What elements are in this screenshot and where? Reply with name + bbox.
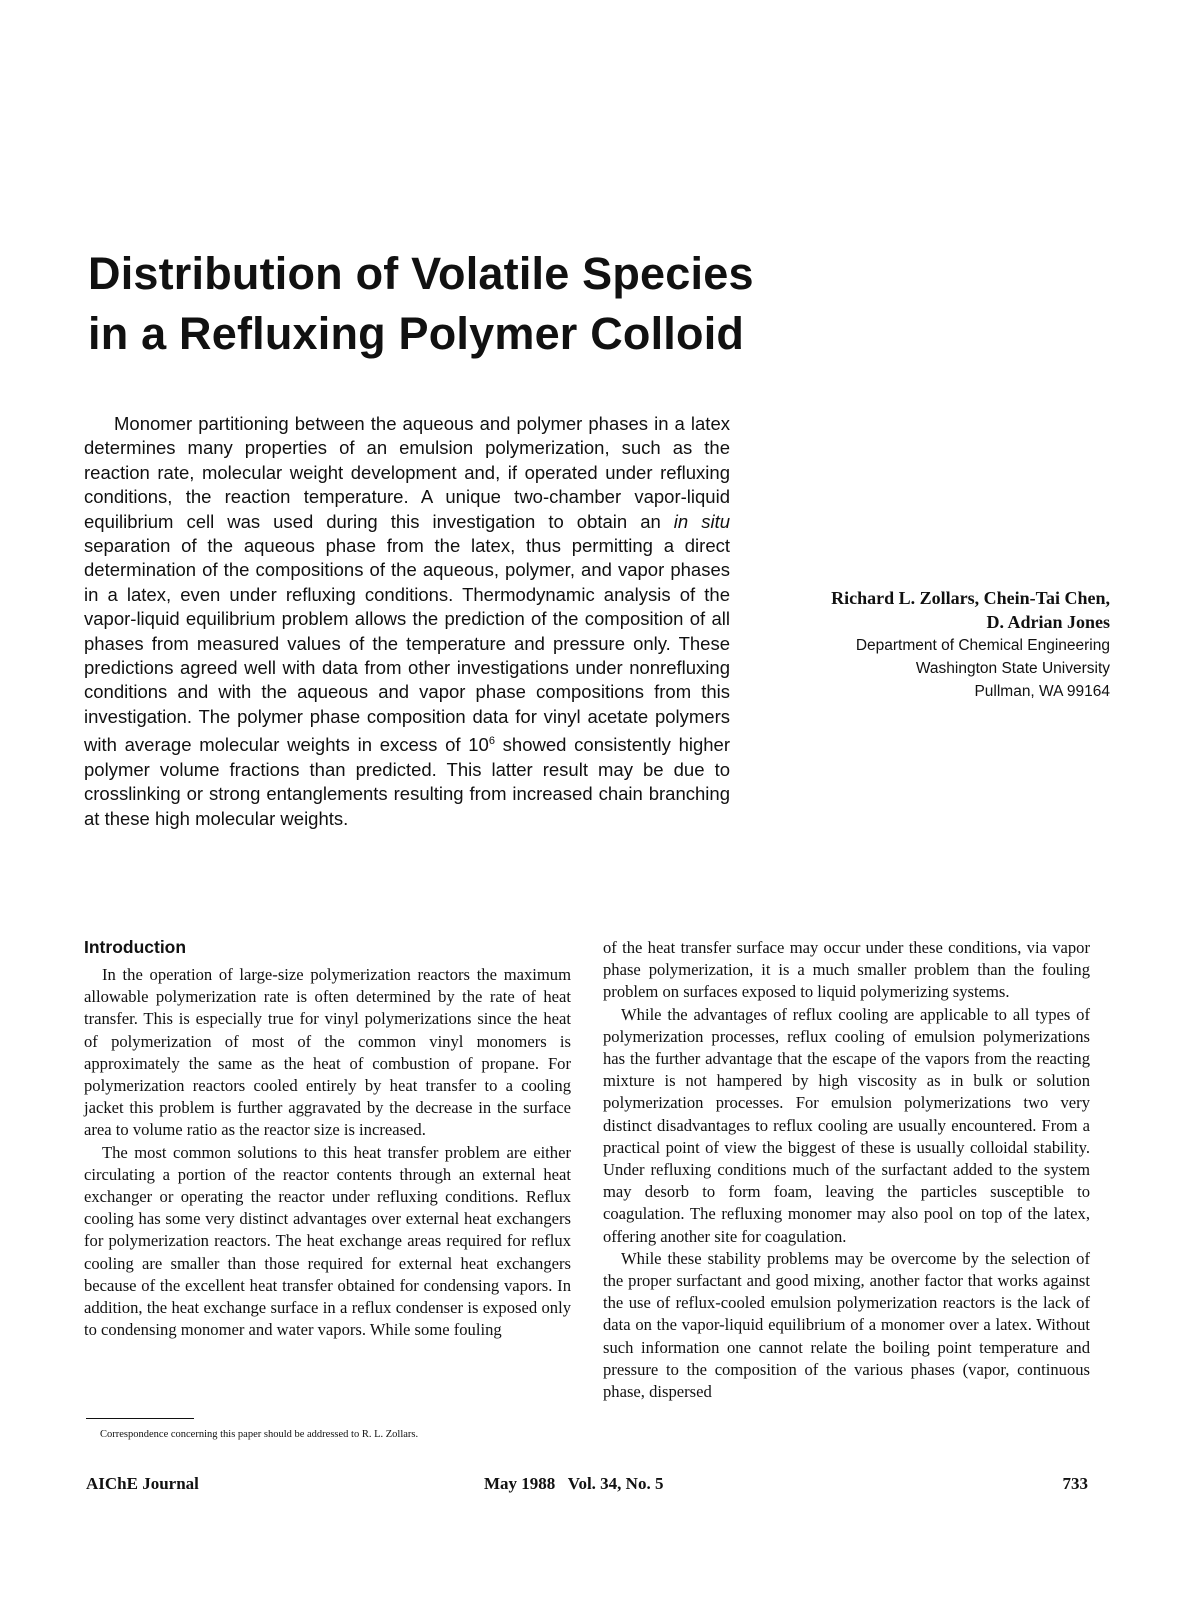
abstract-superscript: 6: [488, 735, 495, 748]
abstract-text-1: Monomer partitioning between the aqueous and polymer phases in a latex determines many properties of an emulsion polymerization, such as the reaction rate, molecular weight development and, if operated under refluxing conditions, the reaction temperature. A unique two-chamber vapor-liquid equilibrium cell was used during this investigation to obtain an: [84, 413, 730, 532]
author-names-2: D. Adrian Jones: [986, 612, 1110, 632]
footer-issue: May 1988 Vol. 34, No. 5: [484, 1474, 664, 1493]
abstract: [84, 412, 730, 831]
intro-paragraph-2: The most common solutions to this heat transfer problem are either circulating a portion of the reactor contents through an external heat exchanger or operating the reactor under refluxing conditions. Reflux cooling has some very distinct advantages over external heat exchangers for polymerization reactors. The heat exchange areas required for reflux cooling are smaller than those required for external heat exchangers because of the excellent heat transfer obtained for condensing vapors. In addition, the heat exchange surface in a reflux condenser is exposed only to condensing monomer and water vapors. While some fouling: [84, 1142, 571, 1340]
author-university: Washington State University: [915, 660, 1110, 677]
left-column: [84, 936, 571, 1341]
author-city: Pullman, WA 99164: [974, 683, 1110, 700]
footer-page-number: 733: [1062, 1474, 1088, 1493]
right-paragraph-3: While these stability problems may be overcome by the selection of the proper surfactant and good mixing, another factor that works against the use of reflux-cooled emulsion polymerization reactors is the lack of data on the vapor-liquid equilibrium of a monomer over a latex. Without such information one cannot relate the boiling point temperature and pressure to the composition of the various phases (vapor, continuous phase, dispersed: [603, 1248, 1090, 1402]
abstract-text-2: separation of the aqueous phase from the latex, thus permitting a direct determination of the compositions of the aqueous, polymer, and vapor phases in a latex, even under refluxing conditions. Thermodynamic analysis of the vapor-liquid equilibrium problem allows the prediction of the composition of all phases from measured values of the temperature and pressure only. These predictions agreed well with data from other investigations under nonrefluxing conditions and with the aqueous and vapor phase compositions from this investigation. The polymer phase composition data for vinyl acetate polymers with average molecular weights in excess of 10: [84, 535, 730, 756]
paper-title: [88, 244, 848, 364]
intro-paragraph-1: In the operation of large-size polymerization reactors the maximum allowable polymerization rate is often determined by the rate of heat transfer. This is especially true for vinyl polymerizations since the heat of polymerization of most of the common vinyl monomers is approximately the same as the heat of combustion of propane. For polymerization reactors cooled entirely by heat transfer to a cooling jacket this problem is further aggravated by the decrease in the surface area to volume ratio as the reactor size is increased.: [84, 965, 571, 1140]
author-block: [750, 586, 1110, 703]
author-names-1: Richard L. Zollars, Chein-Tai Chen,: [831, 588, 1110, 608]
right-column: [603, 937, 1090, 1403]
title-line-2: in a Refluxing Polymer Colloid: [88, 308, 745, 359]
author-department: Department of Chemical Engineering: [855, 637, 1110, 654]
right-paragraph-1: of the heat transfer surface may occur under these conditions, via vapor phase polymerization, it is a much smaller problem than the fouling problem on surfaces exposed to liquid polymerizing systems.: [603, 938, 1090, 1002]
footer-journal: AIChE Journal: [86, 1474, 199, 1493]
introduction-heading: Introduction: [84, 937, 187, 957]
abstract-text-3: showed consistently higher polymer volume fractions than predicted. This latter result may be due to crosslinking or strong entanglements resulting from increased chain branching at these high molecular weights.: [84, 734, 730, 829]
right-paragraph-2: While the advantages of reflux cooling are applicable to all types of polymerization processes, reflux cooling of emulsion polymerizations has the further advantage that the escape of the vapors from the reacting mixture is not hampered by high viscosity as in bulk or solution polymerization processes. For emulsion polymerizations two very distinct disadvantages to reflux cooling are usually encountered. From a practical point of view the biggest of these is usually colloidal stability. Under refluxing conditions much of the surfactant added to the system may desorb to form foam, leaving the particles susceptible to coagulation. The refluxing monomer may also pool on top of the latex, offering another site for coagulation.: [603, 1004, 1090, 1246]
footnote: Correspondence concerning this paper should be addressed to R. L. Zollars.: [100, 1429, 419, 1440]
abstract-italic: in situ: [673, 510, 730, 532]
footnote-rule: [86, 1418, 194, 1419]
title-line-1: Distribution of Volatile Species: [88, 248, 754, 299]
